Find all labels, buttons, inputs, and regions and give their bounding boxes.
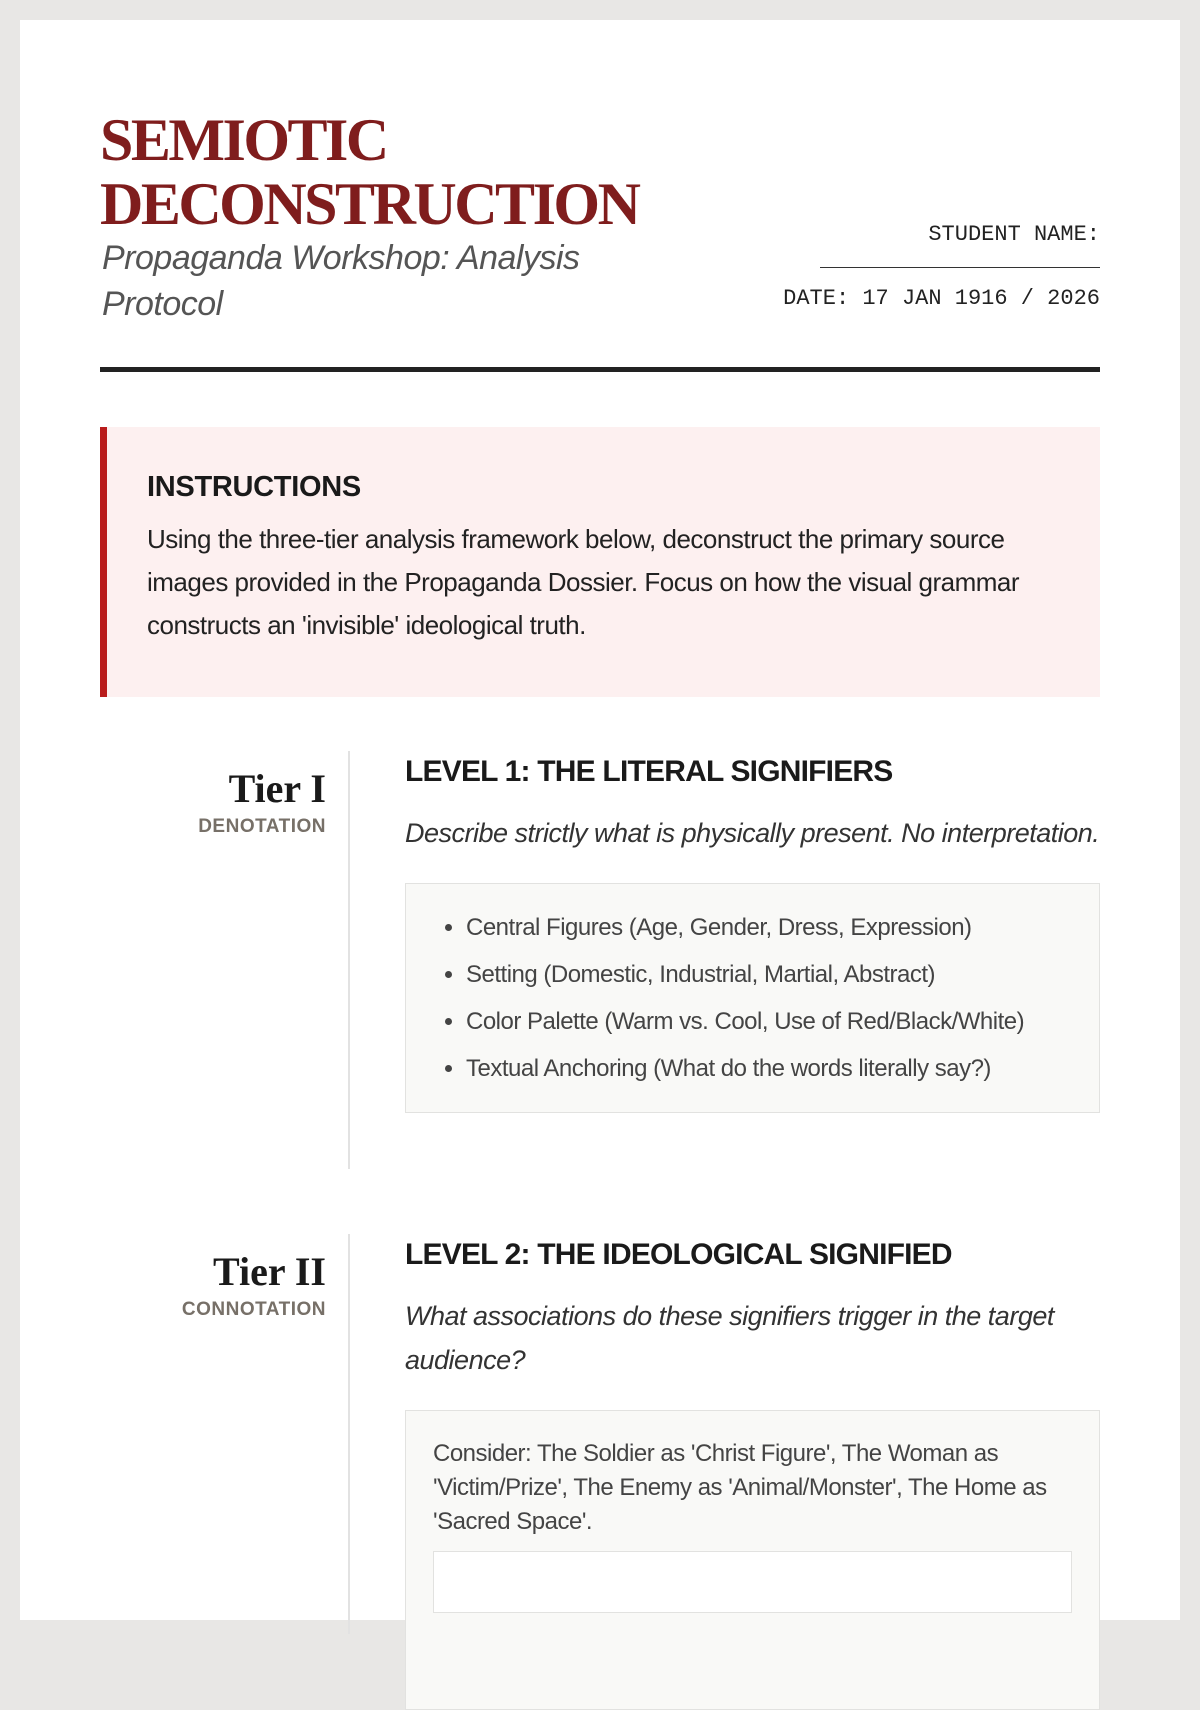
answer-field[interactable] xyxy=(433,1551,1072,1613)
worksheet-page xyxy=(20,20,1180,1620)
list-item: • Textual Anchoring (What do the words literally say?) xyxy=(466,1045,1079,1092)
tier-prompt: What associations do these signifiers trigger in the target audience? xyxy=(405,1301,1054,1375)
tier-divider xyxy=(348,751,350,1169)
header-divider xyxy=(100,367,1100,372)
list-item: • Setting (Domestic, Industrial, Martial, Abstract) xyxy=(466,951,1079,998)
tier-name: Tier II xyxy=(213,1249,326,1294)
instructions-box xyxy=(100,427,1100,697)
page-title xyxy=(100,108,638,236)
tier-heading: LEVEL 1: THE LITERAL SIGNIFIERS xyxy=(405,755,893,788)
tier-prompt: Describe strictly what is physically present. No interpretation. xyxy=(405,818,1100,848)
checklist-box xyxy=(405,883,1100,1113)
page-subtitle: Propaganda Workshop: Analysis Protocol xyxy=(102,239,580,323)
tier-subtitle: CONNOTATION xyxy=(181,1299,326,1320)
list-item: • Central Figures (Age, Gender, Dress, Expression) xyxy=(466,904,1079,951)
instructions-body: Using the three-tier analysis framework below, deconstruct the primary source images provided in the Propaganda Dossier. Focus on how the visual grammar constructs an 'invisible' ideological truth. xyxy=(147,524,1020,640)
student-meta xyxy=(783,222,1100,311)
consider-box xyxy=(405,1410,1100,1710)
tier-subtitle: DENOTATION xyxy=(198,816,326,837)
consider-text: Consider: The Soldier as 'Christ Figure', The Woman as 'Victim/Prize', The Enemy as 'Animal/Monster', The Home as 'Sacred Space'. xyxy=(433,1440,1047,1535)
student-name-label: STUDENT NAME: xyxy=(928,222,1100,247)
instructions-heading: INSTRUCTIONS xyxy=(147,471,361,503)
title-line-2: DECONSTRUCTION xyxy=(100,171,639,237)
list-item: • Color Palette (Warm vs. Cool, Use of Red/Black/White) xyxy=(466,998,1079,1045)
title-line-1: SEMIOTIC xyxy=(100,107,387,173)
tier-divider xyxy=(348,1234,350,1634)
date-label: DATE: 17 JAN 1916 / 2026 xyxy=(783,286,1100,311)
tier-heading: LEVEL 2: THE IDEOLOGICAL SIGNIFIED xyxy=(405,1238,952,1271)
student-name-field[interactable] xyxy=(820,247,1100,268)
tier-name: Tier I xyxy=(228,766,326,811)
